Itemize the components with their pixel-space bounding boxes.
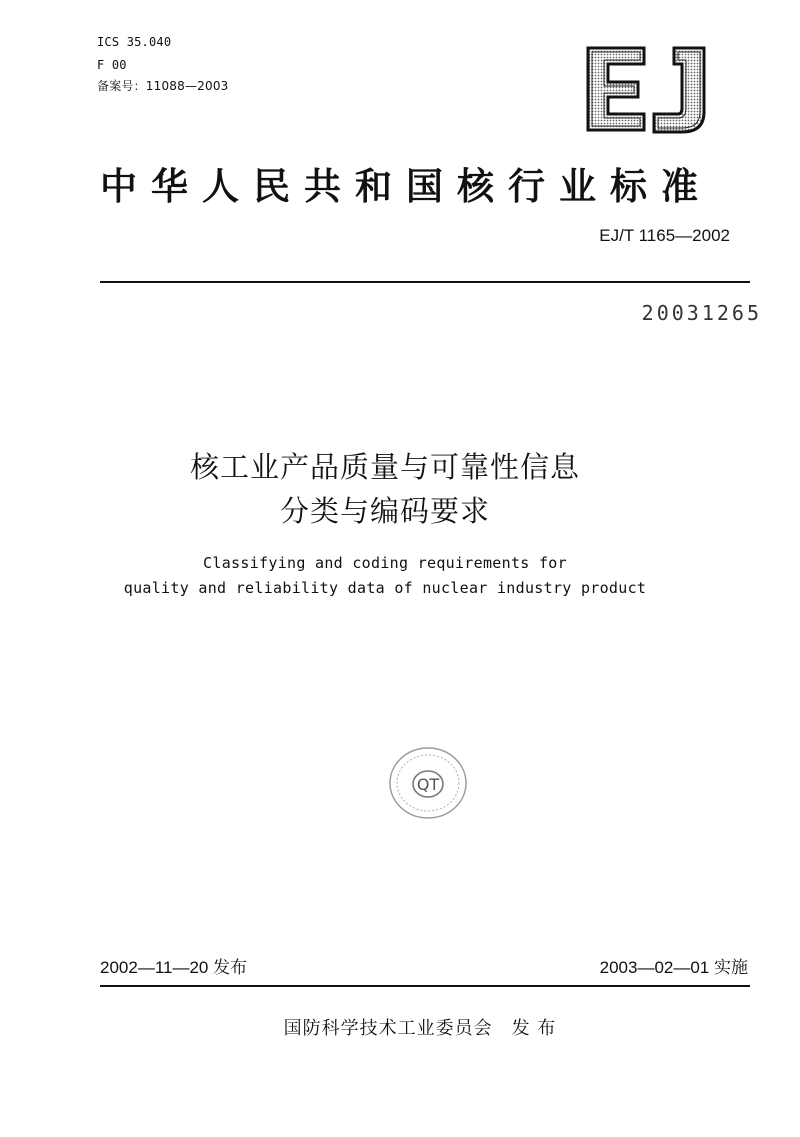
title-chinese-line2: 分类与编码要求 xyxy=(279,494,490,528)
ics-code: ICS 35.040 xyxy=(97,35,172,49)
standard-number: EJ/T 1165—2002 xyxy=(599,226,730,245)
issue-date: 2002—11—20 发布 xyxy=(100,958,248,977)
classification-code: F 00 xyxy=(97,58,127,72)
title-english-line2: quality and reliability data of nuclear industry product xyxy=(123,579,647,597)
publisher: 国防科学技术工业委员会 发 布 xyxy=(283,1018,557,1039)
library-stamp xyxy=(386,744,470,822)
header-divider xyxy=(100,281,750,283)
footer-divider xyxy=(100,985,750,987)
ej-standard-logo xyxy=(582,44,712,136)
registration-number: 备案号：11088—2003 xyxy=(97,79,229,93)
standard-organization-title: 中华人民共和国核行业标准 xyxy=(100,165,712,208)
title-english-line1: Classifying and coding requirements for xyxy=(203,554,567,572)
library-number: 20031265 xyxy=(641,301,762,325)
title-chinese-line1: 核工业产品质量与可靠性信息 xyxy=(189,450,580,484)
implementation-date: 2003—02—01 实施 xyxy=(599,958,748,977)
seal-text: QT xyxy=(416,775,440,794)
